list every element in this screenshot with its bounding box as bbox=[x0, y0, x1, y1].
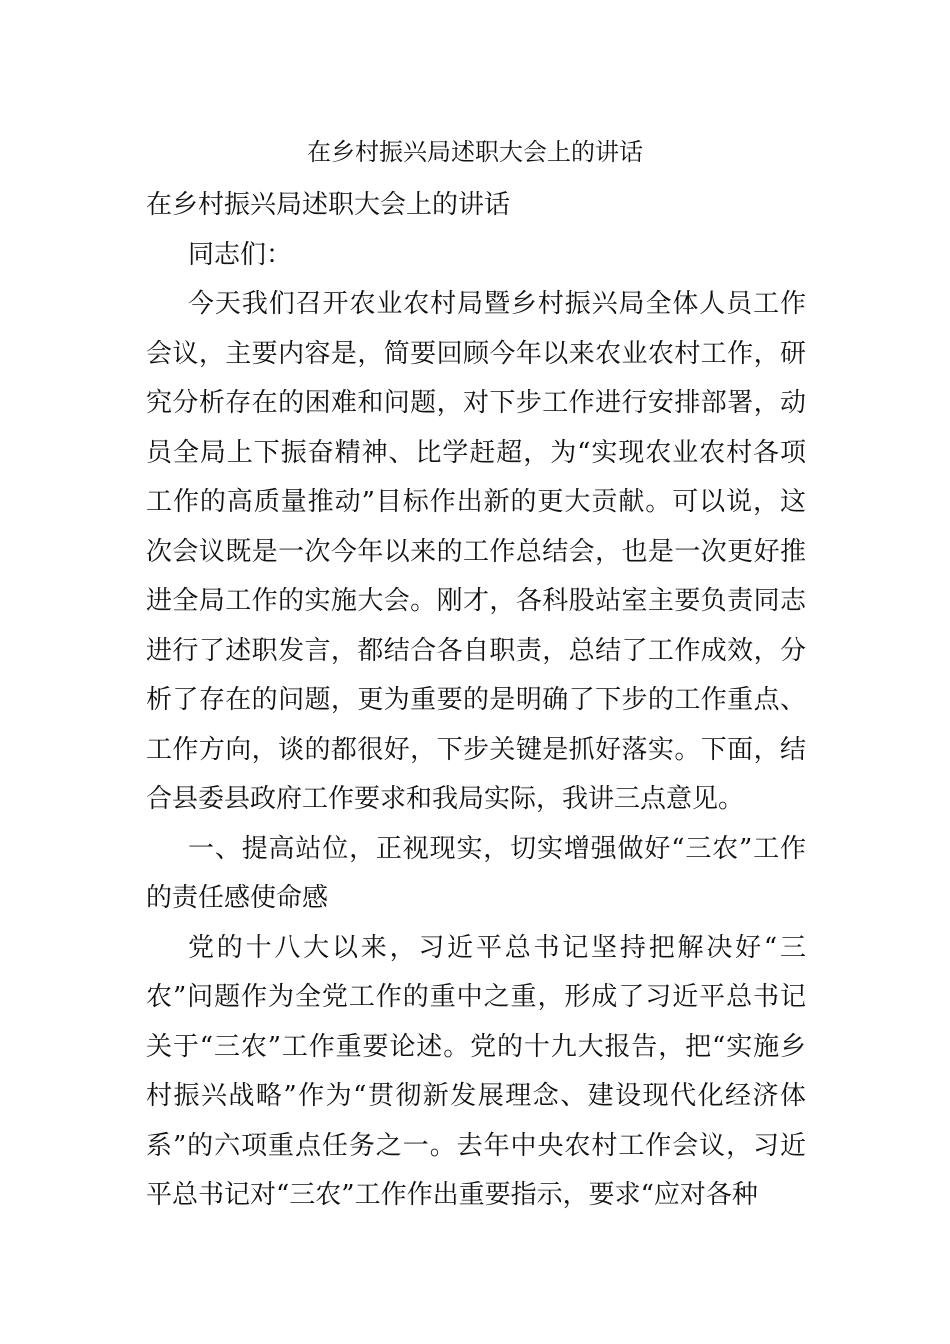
paragraph-section-1: 党的十八大以来，习近平总书记坚持把解决好“三农”问题作为全党工作的重中之重，形成了习近平总书记关于“三农”工作重要论述。党的十九大报告，把“实施乡村振兴战略”作为“贯彻新发展理念、建设现代化经济体系”的六项重点任务之一。去年中央农村工作会议，习近平总书记对“三农”工作作出重要指示，要求“应对各种 bbox=[146, 932, 806, 1210]
salutation: 同志们： bbox=[188, 239, 293, 270]
document-title: 在乡村振兴局述职大会上的讲话 bbox=[307, 138, 643, 166]
document-body bbox=[146, 181, 806, 1221]
paragraph-intro: 今天我们召开农业农村局暨乡村振兴局全体人员工作会议，主要内容是，简要回顾今年以来农业农村工作，研究分析存在的困难和问题，对下步工作进行安排部署，动员全局上下振奋精神、比学赶超，为“实现农业农村各项工作的高质量推动”目标作出新的更大贡献。可以说，这次会议既是一次今年以来的工作总结会，也是一次更好推进全局工作的实施大会。刚才，各科股站室主要负责同志进行了述职发言，都结合各自职责，总结了工作成效，分析了存在的问题，更为重要的是明确了下步的工作重点、工作方向，谈的都很好，下步关键是抓好落实。下面，结合县委县政府工作要求和我局实际，我讲三点意见。 bbox=[146, 289, 806, 814]
body-heading: 在乡村振兴局述职大会上的讲话 bbox=[146, 190, 511, 220]
section-heading-1: 一、提高站位，正视现实，切实增强做好“三农”工作的责任感使命感 bbox=[146, 833, 806, 913]
